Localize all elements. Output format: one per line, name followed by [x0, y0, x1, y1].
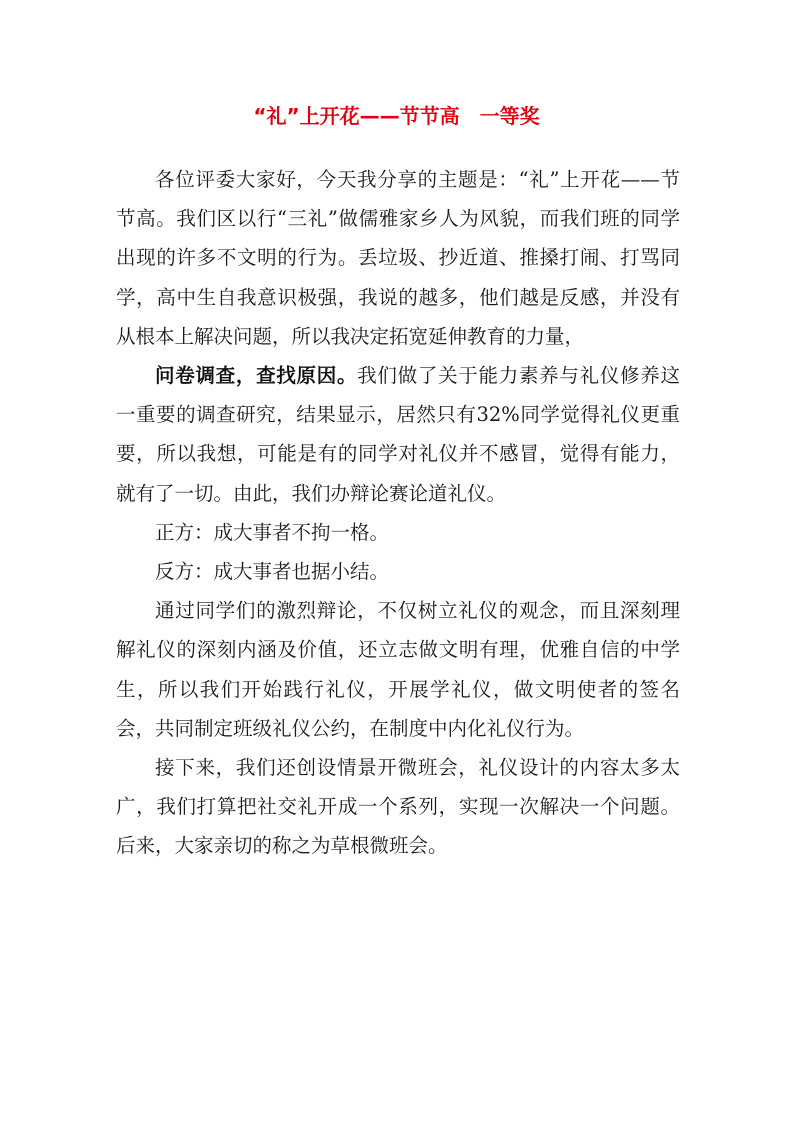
paragraph-text: 各位评委大家好，今天我分享的主题是：“礼”上开花——节节高。我们区以行“三礼”做儒雅家乡人为风貌，而我们班的同学出现的许多不文明的行为。丢垃圾、抄近道、推搡打闹、打骂同学，高中生自我意识极强，我说的越多，他们越是反感，并没有从根本上解决问题，所以我决定拓宽延伸教育的力量， — [116, 168, 680, 348]
document-title: “礼”上开花——节节高 一等奖 — [253, 104, 540, 128]
paragraph-affirmative — [116, 513, 680, 552]
paragraph-negative — [116, 552, 680, 591]
document-body — [116, 160, 680, 866]
paragraph-text: 接下来，我们还创设情景开微班会，礼仪设计的内容太多太广，我们打算把社交礼开成一个系列，实现一次解决一个问题。后来，大家亲切的称之为草根微班会。 — [116, 756, 680, 858]
paragraph-text: 正方：成大事者不拘一格。 — [155, 520, 390, 544]
paragraph-text: 反方：成大事者也据小结。 — [155, 560, 390, 584]
paragraph-debate-result — [116, 591, 680, 748]
paragraph-micro-class — [116, 748, 680, 866]
paragraph-survey — [116, 356, 680, 513]
paragraph-intro — [116, 160, 680, 356]
paragraph-text: 我们做了关于能力素养与礼仪修养这一重要的调查研究，结果显示，居然只有32%同学觉得礼仪更重要，所以我想，可能是有的同学对礼仪并不感冒，觉得有能力，就有了一切。由此，我们办辩论赛论道礼仪。 — [116, 364, 680, 505]
paragraph-text: 通过同学们的激烈辩论，不仅树立礼仪的观念，而且深刻理解礼仪的深刻内涵及价值，还立志做文明有理，优雅自信的中学生，所以我们开始践行礼仪，开展学礼仪，做文明使者的签名会，共同制定班级礼仪公约，在制度中内化礼仪行为。 — [116, 599, 680, 740]
paragraph-lead-heading: 问卷调查，查找原因。 — [155, 364, 358, 388]
